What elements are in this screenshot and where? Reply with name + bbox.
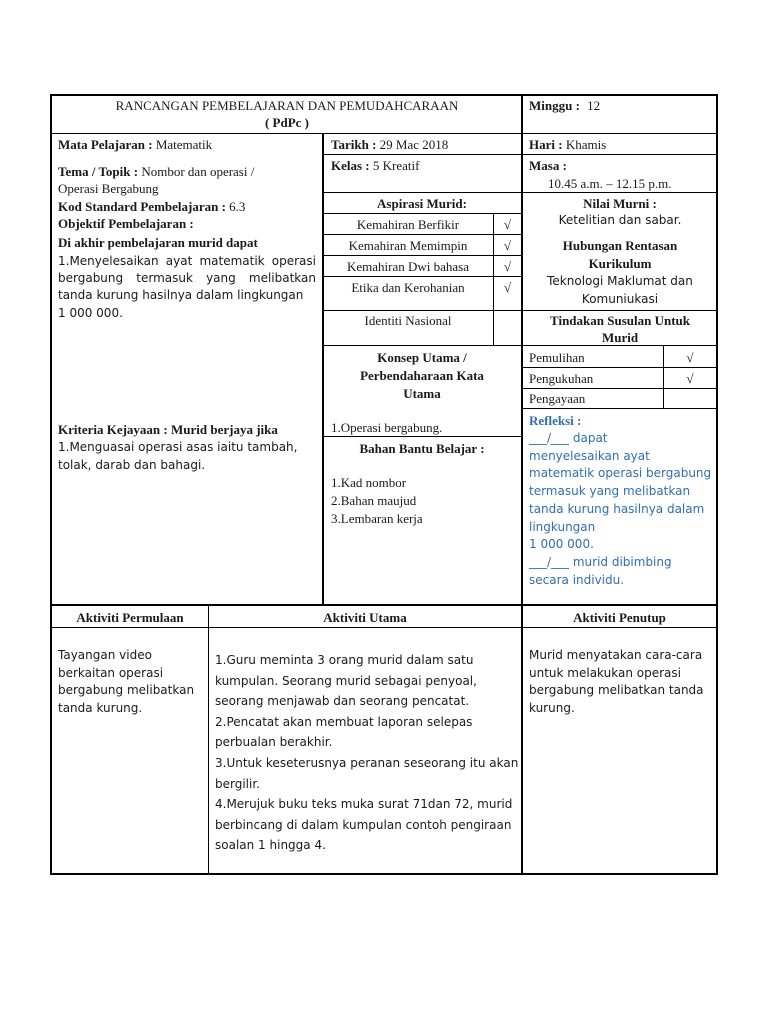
kod-standard-field xyxy=(58,199,245,214)
tindakan-title-1: Tindakan Susulan Untuk xyxy=(550,313,690,328)
mata-pelajaran-label: Mata Pelajaran : xyxy=(58,137,153,152)
kelas-label: Kelas : xyxy=(331,158,370,173)
doc-title xyxy=(52,98,522,113)
text-line: kumpulan. Seorang murid sebagai penyoal, xyxy=(215,673,477,688)
tarikh-field xyxy=(331,137,448,152)
masa-label: Masa : xyxy=(529,158,567,173)
konsep-title-1: Konsep Utama / xyxy=(377,350,467,365)
hubungan-value-2: Komuniukasi xyxy=(581,292,659,306)
kod-standard-value: 6.3 xyxy=(229,199,246,214)
kelas-value: 5 Kreatif xyxy=(372,158,420,173)
text-line: bergilir. xyxy=(215,776,260,791)
text-line: kurung. xyxy=(529,700,575,715)
hubungan-value-1: Teknologi Maklumat dan xyxy=(547,274,693,288)
minggu-value: 12 xyxy=(587,98,601,113)
tema-value-1: Nombor dan operasi / xyxy=(141,164,255,179)
text-line: 4.Merujuk buku teks muka surat 71dan 72, murid xyxy=(215,797,513,812)
check-mark: √ xyxy=(503,238,512,253)
refleksi-line: matematik operasi bergabung xyxy=(529,466,712,481)
aspirasi-item: Identiti Nasional xyxy=(364,313,452,328)
text-line: Tayangan video xyxy=(58,648,152,662)
refleksi-text xyxy=(529,430,711,589)
minggu-field xyxy=(529,98,600,113)
text-line: Murid menyatakan cara-cara xyxy=(529,648,703,662)
text-line: bergabung melibatkan tanda xyxy=(529,683,704,697)
kod-standard-label: Kod Standard Pembelajaran : xyxy=(58,199,226,214)
tema-field xyxy=(58,164,254,179)
doc-title-line1: RANCANGAN PEMBELAJARAN DAN PEMUDAHCARAAN xyxy=(115,98,459,113)
tindakan-title-2: Murid xyxy=(601,330,639,345)
text-line: berbincang di dalam kumpulan contoh pengiraan xyxy=(215,817,512,832)
refleksi-line: termasuk yang melibatkan xyxy=(529,484,691,499)
refleksi-line: 1 000 000. xyxy=(529,537,594,552)
aktiviti-permulaan-title: Aktiviti Permulaan xyxy=(76,610,184,625)
tindakan-item: Pemulihan xyxy=(529,350,585,365)
aktiviti-utama-title: Aktiviti Utama xyxy=(323,610,407,625)
doc-title-sub: ( PdPc ) xyxy=(264,115,310,130)
aktiviti-utama-text xyxy=(215,650,518,856)
text-line: perbualan berakhir. xyxy=(215,735,333,750)
check-mark: √ xyxy=(503,259,512,274)
minggu-label: Minggu : xyxy=(529,98,580,113)
text-line: berkaitan operasi xyxy=(58,665,164,680)
bahan-item: 2.Bahan maujud xyxy=(331,493,417,508)
konsep-value: 1.Operasi bergabung. xyxy=(331,420,443,435)
mata-pelajaran-value: Matematik xyxy=(155,137,213,152)
hubungan-title-1: Hubungan Rentasan xyxy=(562,238,678,253)
aspirasi-item: Kemahiran Dwi bahasa xyxy=(346,259,469,274)
objektif-label: Objektif Pembelajaran : xyxy=(58,216,194,231)
aktiviti-penutup-text xyxy=(529,647,704,717)
aspirasi-title: Aspirasi Murid: xyxy=(377,196,467,211)
check-mark: √ xyxy=(503,217,512,232)
check-mark: √ xyxy=(686,350,694,365)
bahan-item: 3.Lembaran kerja xyxy=(331,511,423,526)
refleksi-line: menyelesaikan ayat xyxy=(529,448,650,463)
konsep-title-3: Utama xyxy=(403,386,441,401)
refleksi-line: tanda kurung hasilnya dalam xyxy=(529,501,705,516)
check-mark: √ xyxy=(686,371,694,386)
hari-label: Hari : xyxy=(529,137,563,152)
refleksi-line: secara individu. xyxy=(529,572,625,587)
hubungan-title-2: Kurikulum xyxy=(588,256,652,271)
text-line: 1.Guru meminta 3 orang murid dalam satu xyxy=(215,653,474,667)
text-line: 2.Pencatat akan membuat laporan selepas xyxy=(215,714,473,729)
aspirasi-item: Kemahiran Berfikir xyxy=(356,217,460,232)
objektif-num: 1 000 000. xyxy=(58,306,123,320)
aspirasi-item: Kemahiran Memimpin xyxy=(348,238,468,253)
refleksi-line: ___/___ dapat xyxy=(529,431,608,445)
konsep-title-2: Perbendaharaan Kata xyxy=(360,368,484,383)
hari-value: Khamis xyxy=(565,137,607,152)
kelas-field xyxy=(331,158,419,173)
objektif-sub: Di akhir pembelajaran murid dapat xyxy=(58,235,258,250)
tema-label: Tema / Topik : xyxy=(58,164,139,179)
tindakan-item: Pengayaan xyxy=(529,391,586,406)
check-mark: √ xyxy=(503,280,512,295)
aktiviti-penutup-title: Aktiviti Penutup xyxy=(573,610,666,625)
text-line: soalan 1 hingga 4. xyxy=(215,838,326,853)
refleksi-line: lingkungan xyxy=(529,519,596,534)
refleksi-line: ___/___ murid dibimbing xyxy=(529,554,672,569)
text-line: 3.Untuk keseterusnya peranan seseorang itu akan xyxy=(215,755,519,770)
text-line: seorang menjawab dan seorang pencatat. xyxy=(215,694,470,709)
mata-pelajaran-field xyxy=(58,137,212,152)
hari-field xyxy=(529,137,606,152)
masa-value: 10.45 a.m. – 12.15 p.m. xyxy=(548,176,672,191)
kriteria-label: Kriteria Kejayaan : Murid berjaya jika xyxy=(58,422,278,437)
bahan-item: 1.Kad nombor xyxy=(331,475,407,490)
tindakan-item: Pengukuhan xyxy=(529,371,594,386)
text-line: untuk melakukan operasi xyxy=(529,665,681,680)
refleksi-label: Refleksi : xyxy=(529,413,582,428)
tarikh-value: 29 Mac 2018 xyxy=(379,137,449,152)
text-line: tanda kurung. xyxy=(58,700,143,715)
kriteria-text-1: 1.Menguasai operasi asas iaitu tambah, xyxy=(58,440,298,454)
objektif-text: 1.Menyelesaikan ayat matematik operasi bergabung termasuk yang melibatkan tanda kurung hasilnya dalam lingkungan xyxy=(58,254,316,302)
aspirasi-item: Etika dan Kerohanian xyxy=(351,280,465,295)
tema-value-2: Operasi Bergabung xyxy=(58,181,159,196)
aktiviti-permulaan-text xyxy=(58,647,194,717)
nilai-title: Nilai Murni : xyxy=(583,196,657,211)
nilai-value: Ketelitian dan sabar. xyxy=(558,213,682,227)
text-line: bergabung melibatkan xyxy=(58,683,195,697)
kriteria-text-2: tolak, darab dan bahagi. xyxy=(58,458,206,472)
bahan-title: Bahan Bantu Belajar : xyxy=(359,441,485,456)
tarikh-label: Tarikh : xyxy=(331,137,377,152)
